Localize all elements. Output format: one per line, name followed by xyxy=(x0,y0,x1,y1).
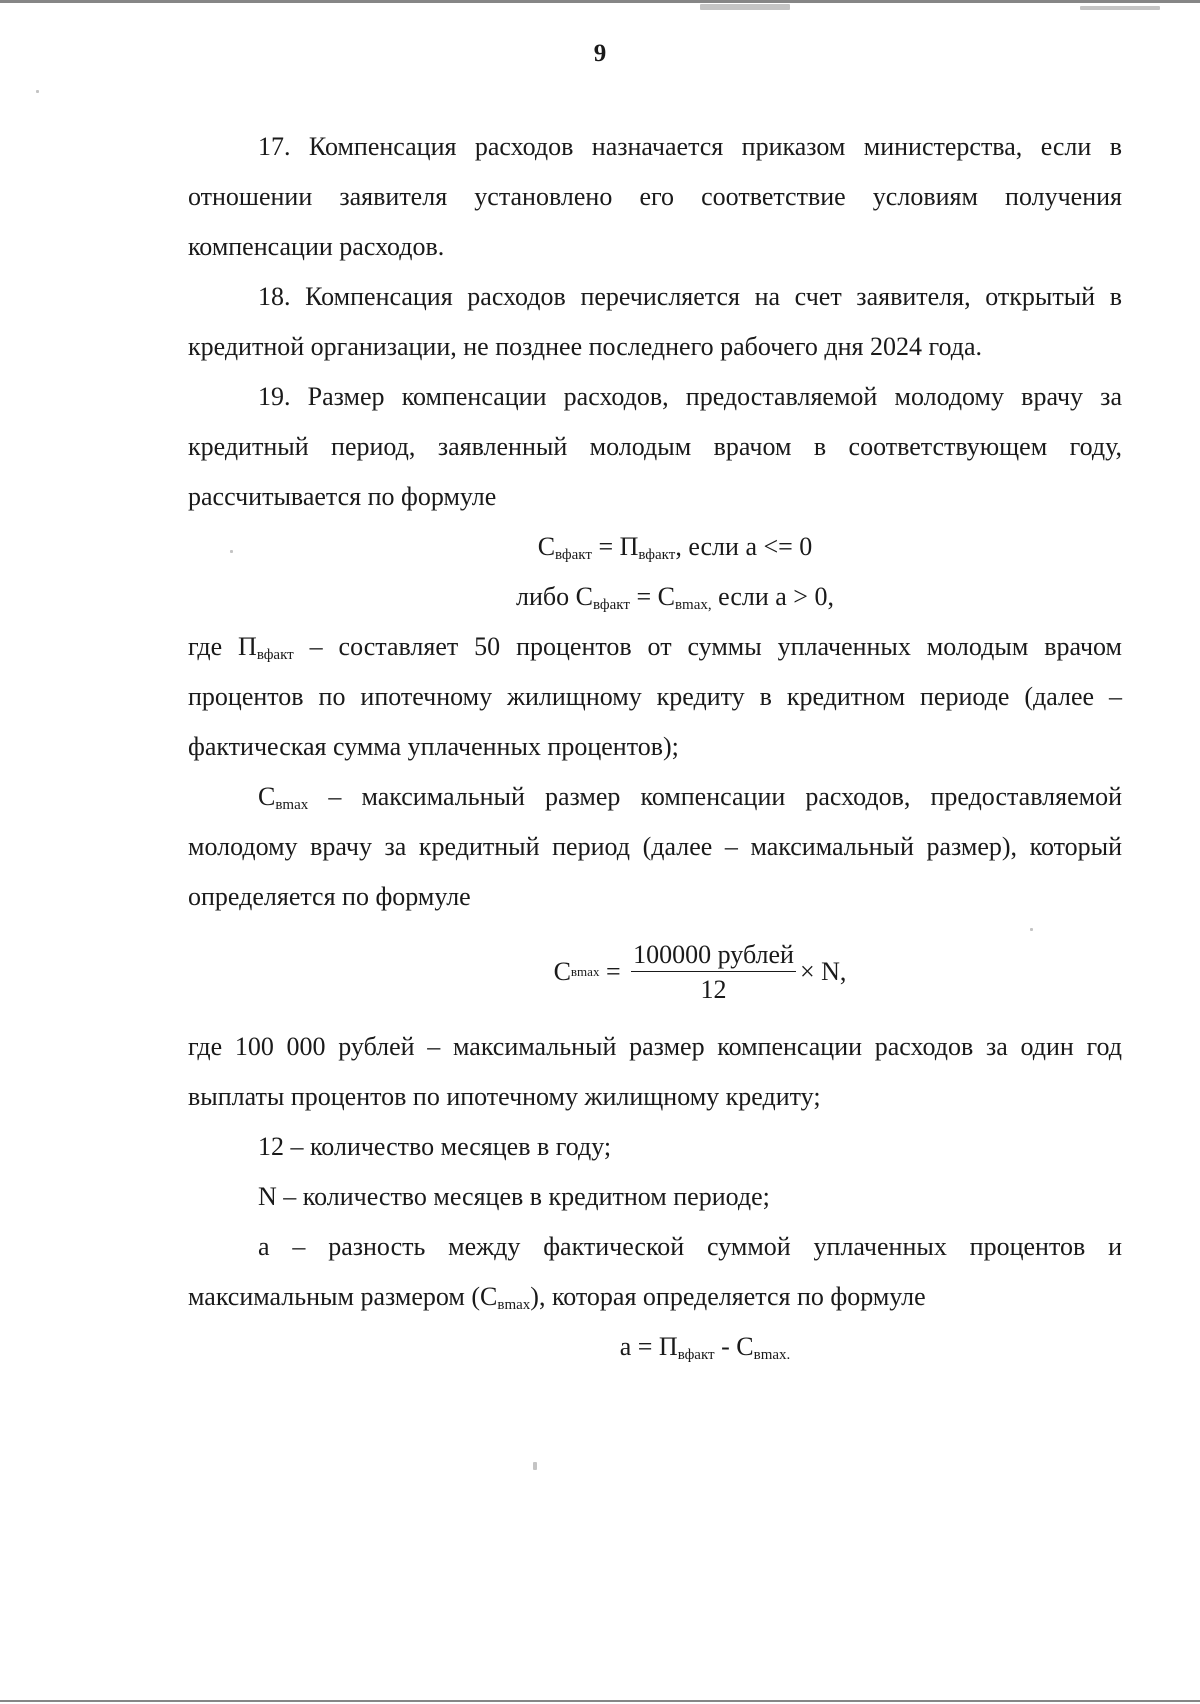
paragraph-17: 17. Компенсация расходов назначается приказом министерства, если в отношении заявителя установлено его соответствие условиям получения компенсации расходов. xyxy=(188,132,1122,261)
formula-subscript: вфакт xyxy=(638,547,676,563)
definition-symbol: где П xyxy=(188,632,257,661)
formula-condition: если а > 0, xyxy=(711,582,834,611)
scan-noise xyxy=(533,1462,537,1470)
fraction-numerator: 100000 рублей xyxy=(631,939,796,972)
formula-symbol: = П xyxy=(591,532,639,561)
definition-subscript: вmax xyxy=(497,1297,531,1313)
fraction-denominator: 12 xyxy=(700,974,727,1004)
definition-subscript: вmax xyxy=(275,797,309,813)
formula-symbol: а = П xyxy=(619,1332,678,1361)
paragraph-18: 18. Компенсация расходов перечисляется на счет заявителя, открытый в кредитной организации, не позднее последнего рабочего дня 2024 года. xyxy=(188,282,1122,361)
scan-noise xyxy=(36,90,39,93)
formula-subscript: вфакт xyxy=(555,547,592,563)
definition-text: ), которая определяется по формуле xyxy=(530,1282,926,1311)
formula-symbol: - С xyxy=(714,1332,754,1361)
formula-symbol: С xyxy=(537,532,556,561)
scan-noise xyxy=(1080,6,1160,10)
formula-subscript: вфакт xyxy=(593,597,630,613)
formula-subscript: вmax, xyxy=(674,597,712,613)
formula-multiplier: × N, xyxy=(799,957,847,986)
definition-text: а – разность между фактической суммой уплаченных процентов и максимальным размером (С xyxy=(188,1232,1122,1311)
definition-text: – максимальный размер компенсации расходов, предоставляемой молодому врачу за кредитный период (далее – максимальный размер), который определяется по формуле xyxy=(188,782,1122,911)
formula-c-fact xyxy=(228,522,1122,572)
formula-a xyxy=(288,1322,1122,1372)
formula-symbol: либо С xyxy=(516,582,594,611)
formula-condition: , если а <= 0 xyxy=(675,532,813,561)
formula-symbol: С xyxy=(553,957,571,986)
definition-c-max xyxy=(188,772,1122,922)
definition-a xyxy=(188,1222,1122,1322)
formula-c-fact-alt xyxy=(228,572,1122,622)
formula-subscript: вmax. xyxy=(753,1347,791,1363)
scan-edge-top xyxy=(0,0,1200,3)
formula-subscript: вфакт xyxy=(677,1347,715,1363)
definition-p-fact xyxy=(188,622,1122,772)
formula-symbol: = С xyxy=(629,582,675,611)
formula-equals: = xyxy=(599,957,628,986)
formula-fraction xyxy=(631,939,796,1006)
document-body xyxy=(188,122,1122,1372)
paragraph-19: 19. Размер компенсации расходов, предоставляемой молодому врачу за кредитный период, заявленный молодым врачом в соответствующем году, рассчитывается по формуле xyxy=(188,382,1122,511)
definition-12: 12 – количество месяцев в году; xyxy=(258,1132,612,1161)
definition-subscript: вфакт xyxy=(256,647,294,663)
scan-edge-bottom xyxy=(0,1700,1200,1702)
definition-symbol: С xyxy=(258,782,276,811)
page-number: 9 xyxy=(593,40,607,67)
formula-c-max: С вmax = $\frac{\text{100000 рублей}}{12}$ × N, xyxy=(553,939,847,1004)
scan-noise xyxy=(700,4,790,10)
definition-text: – составляет 50 процентов от суммы уплаченных молодым врачом процентов по ипотечному жилищному кредиту в кредитном периоде (далее – фактическая сумма уплаченных процентов); xyxy=(188,632,1123,761)
definition-100000: где 100 000 рублей – максимальный размер компенсации расходов за один год выплаты процентов по ипотечному жилищному кредиту; xyxy=(188,1032,1122,1111)
definition-n: N – количество месяцев в кредитном периоде; xyxy=(258,1182,770,1211)
